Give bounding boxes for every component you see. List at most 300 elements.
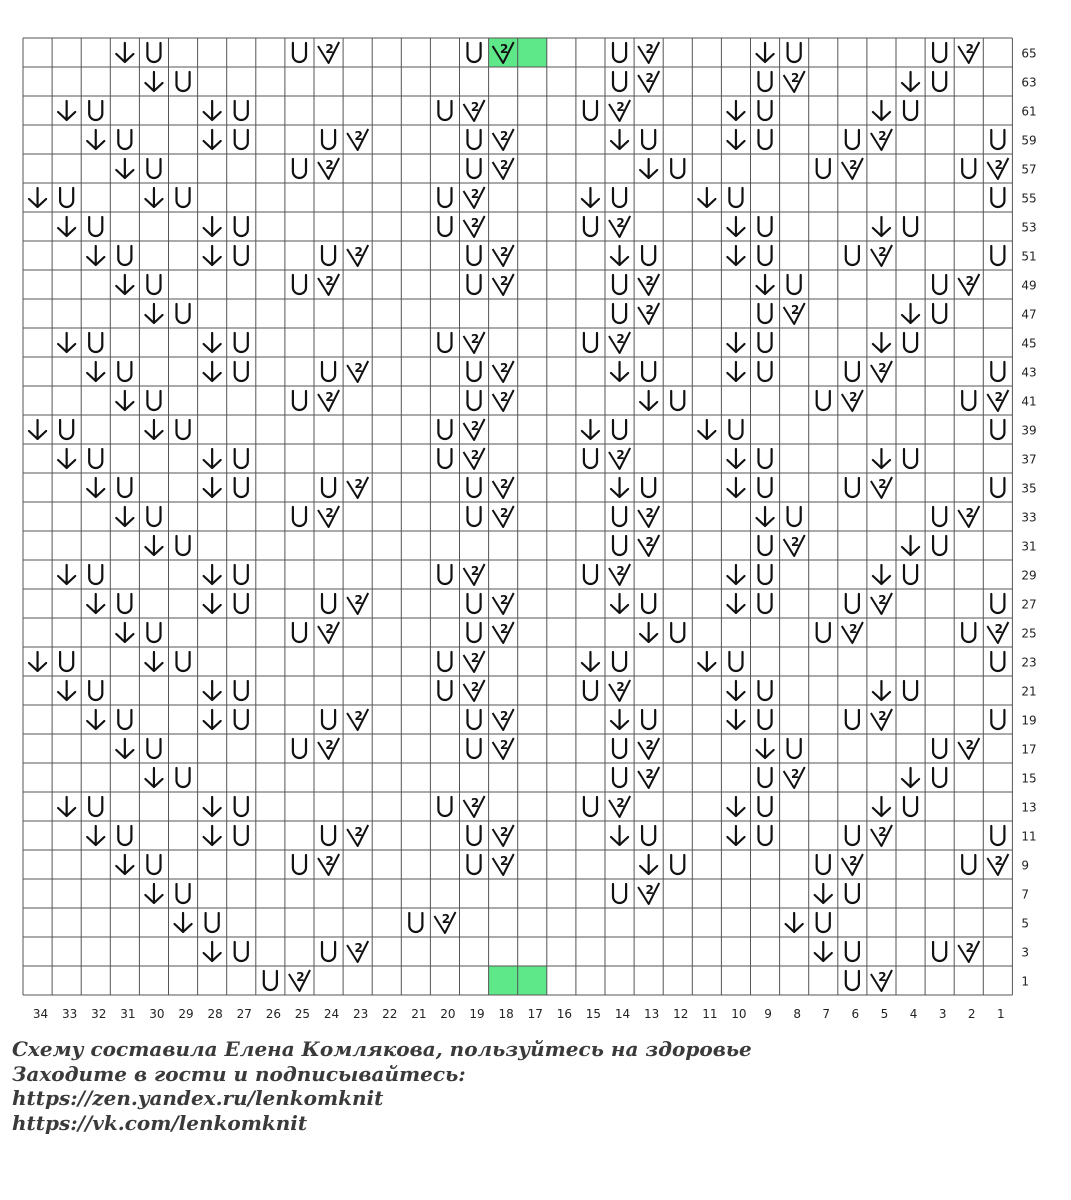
yarn-over-stitch-icon: [759, 710, 772, 729]
yarn-over-stitch-icon: [991, 188, 1004, 207]
svg-text:2: 2: [645, 883, 654, 897]
column-number-label: 5: [880, 1007, 889, 1021]
column-number-label: 17: [527, 1007, 543, 1021]
arrow-down-stitch-icon: [58, 681, 75, 700]
arrow-down-stitch-icon: [582, 420, 599, 439]
yarn-over-stitch-icon: [788, 507, 801, 526]
yarn-over-stitch-icon: [759, 72, 772, 91]
yarn-over-stitch-icon: [584, 449, 597, 468]
yarn-over-stitch-icon: [89, 101, 102, 120]
v-two-stitch-decrease-icon: [987, 854, 1008, 875]
v-two-stitch-decrease-icon: [493, 593, 514, 614]
svg-text:2: 2: [849, 158, 858, 172]
v-two-stitch-decrease-icon: [347, 825, 368, 846]
arrow-down-stitch-icon: [204, 710, 221, 729]
yarn-over-stitch-icon: [147, 275, 160, 294]
column-number-label: 21: [411, 1007, 427, 1021]
v-two-stitch-decrease-icon: [347, 129, 368, 150]
svg-text:2: 2: [878, 245, 887, 259]
yarn-over-stitch-icon: [235, 594, 248, 613]
svg-text:2: 2: [354, 245, 363, 259]
yarn-over-stitch-icon: [147, 855, 160, 874]
svg-text:2: 2: [994, 622, 1004, 636]
row-number-label: 21: [1021, 684, 1037, 699]
arrow-down-stitch-icon: [116, 391, 133, 410]
v-two-stitch-decrease-icon: [842, 390, 863, 411]
yarn-over-stitch-icon: [759, 768, 772, 787]
yarn-over-stitch-icon: [933, 536, 946, 555]
svg-text:2: 2: [470, 332, 480, 346]
v-two-stitch-decrease-icon: [347, 593, 368, 614]
svg-text:2: 2: [470, 448, 480, 462]
v-two-stitch-decrease-icon: [464, 680, 485, 701]
yarn-over-stitch-icon: [759, 681, 772, 700]
column-number-label: 27: [236, 1007, 252, 1021]
yarn-over-stitch-icon: [904, 797, 917, 816]
arrow-down-stitch-icon: [58, 217, 75, 236]
yarn-over-stitch-icon: [759, 826, 772, 845]
svg-text:2: 2: [441, 912, 451, 926]
arrow-down-stitch-icon: [204, 478, 221, 497]
v-two-stitch-decrease-icon: [638, 738, 659, 759]
yarn-over-stitch-icon: [642, 246, 655, 265]
yarn-over-stitch-icon: [468, 594, 481, 613]
yarn-over-stitch-icon: [438, 565, 451, 584]
yarn-over-stitch-icon: [89, 565, 102, 584]
yarn-over-stitch-icon: [438, 420, 451, 439]
arrow-down-stitch-icon: [873, 681, 890, 700]
yarn-over-stitch-icon: [642, 710, 655, 729]
arrow-down-stitch-icon: [727, 594, 744, 613]
column-number-label: 13: [644, 1007, 660, 1021]
yarn-over-stitch-icon: [89, 217, 102, 236]
row-number-label: 13: [1021, 800, 1037, 815]
yarn-over-stitch-icon: [817, 391, 830, 410]
arrow-down-stitch-icon: [87, 478, 104, 497]
arrow-down-stitch-icon: [727, 246, 744, 265]
v-two-stitch-decrease-icon: [958, 42, 979, 63]
yarn-over-stitch-icon: [468, 826, 481, 845]
arrow-down-stitch-icon: [204, 246, 221, 265]
svg-text:2: 2: [499, 738, 509, 752]
v-two-stitch-decrease-icon: [638, 274, 659, 295]
yarn-over-stitch-icon: [729, 188, 742, 207]
column-number-label: 4: [909, 1007, 918, 1021]
arrow-down-stitch-icon: [58, 449, 75, 468]
yarn-over-stitch-icon: [468, 623, 481, 642]
row-number-label: 3: [1021, 945, 1030, 960]
v-two-stitch-decrease-icon: [464, 448, 485, 469]
yarn-over-stitch-icon: [584, 797, 597, 816]
svg-text:2: 2: [645, 71, 654, 85]
yarn-over-stitch-icon: [293, 623, 306, 642]
yarn-over-stitch-icon: [613, 43, 626, 62]
row-number-label: 29: [1021, 568, 1037, 583]
arrow-down-stitch-icon: [204, 217, 221, 236]
row-number-label: 55: [1021, 191, 1037, 206]
row-number-label: 49: [1021, 278, 1037, 293]
svg-text:2: 2: [325, 506, 334, 520]
yarn-over-stitch-icon: [933, 275, 946, 294]
yarn-over-stitch-icon: [991, 478, 1004, 497]
svg-text:2: 2: [499, 245, 509, 259]
yarn-over-stitch-icon: [759, 333, 772, 352]
arrow-down-stitch-icon: [87, 130, 104, 149]
yarn-over-stitch-icon: [759, 536, 772, 555]
arrow-down-stitch-icon: [640, 391, 657, 410]
v-two-stitch-decrease-icon: [347, 477, 368, 498]
arrow-down-stitch-icon: [727, 101, 744, 120]
column-number-label: 34: [32, 1007, 49, 1021]
arrow-down-stitch-icon: [87, 246, 104, 265]
yarn-over-stitch-icon: [613, 768, 626, 787]
svg-text:2: 2: [470, 187, 480, 201]
v-two-stitch-decrease-icon: [464, 332, 485, 353]
svg-text:2: 2: [296, 970, 305, 984]
yarn-over-stitch-icon: [322, 130, 335, 149]
svg-text:2: 2: [616, 796, 625, 810]
yarn-over-stitch-icon: [846, 710, 859, 729]
highlight-cell: [489, 966, 518, 995]
arrow-down-stitch-icon: [87, 594, 104, 613]
v-two-stitch-decrease-icon: [464, 564, 485, 585]
arrow-down-stitch-icon: [29, 652, 46, 671]
arrow-down-stitch-icon: [727, 130, 744, 149]
yarn-over-stitch-icon: [468, 130, 481, 149]
row-number-labels: [1021, 47, 1036, 989]
column-number-label: 9: [764, 1007, 772, 1021]
v-two-stitch-decrease-icon: [987, 158, 1008, 179]
arrow-down-stitch-icon: [204, 333, 221, 352]
yarn-over-stitch-icon: [322, 942, 335, 961]
row-number-label: 7: [1021, 887, 1030, 902]
arrow-down-stitch-icon: [786, 913, 803, 932]
arrow-down-stitch-icon: [87, 710, 104, 729]
arrow-down-stitch-icon: [727, 449, 744, 468]
v-two-stitch-decrease-icon: [609, 100, 630, 121]
svg-text:2: 2: [878, 593, 887, 607]
row-number-label: 59: [1021, 133, 1037, 148]
v-two-stitch-decrease-icon: [464, 419, 485, 440]
v-two-stitch-decrease-icon: [464, 100, 485, 121]
yarn-over-stitch-icon: [759, 130, 772, 149]
svg-text:2: 2: [499, 129, 509, 143]
arrow-down-stitch-icon: [902, 536, 919, 555]
column-number-label: 14: [614, 1007, 631, 1021]
yarn-over-stitch-icon: [293, 159, 306, 178]
svg-text:2: 2: [878, 970, 887, 984]
v-two-stitch-decrease-icon: [464, 651, 485, 672]
v-two-stitch-decrease-icon: [871, 129, 892, 150]
v-two-stitch-decrease-icon: [638, 883, 659, 904]
yarn-over-stitch-icon: [438, 681, 451, 700]
yarn-over-stitch-icon: [147, 739, 160, 758]
v-two-stitch-decrease-icon: [493, 709, 514, 730]
yarn-over-stitch-icon: [788, 43, 801, 62]
yarn-over-stitch-icon: [962, 855, 975, 874]
v-two-stitch-decrease-icon: [609, 796, 630, 817]
arrow-down-stitch-icon: [611, 710, 628, 729]
svg-text:2: 2: [499, 274, 509, 288]
yarn-over-stitch-icon: [177, 768, 190, 787]
v-two-stitch-decrease-icon: [493, 158, 514, 179]
yarn-over-stitch-icon: [991, 246, 1004, 265]
credit-zen-link[interactable]: https://zen.yandex.ru/lenkomknit: [12, 1086, 384, 1110]
yarn-over-stitch-icon: [468, 507, 481, 526]
arrow-down-stitch-icon: [116, 623, 133, 642]
yarn-over-stitch-icon: [759, 449, 772, 468]
arrow-down-stitch-icon: [727, 710, 744, 729]
yarn-over-stitch-icon: [729, 420, 742, 439]
v-two-stitch-decrease-icon: [638, 71, 659, 92]
v-two-stitch-decrease-icon: [493, 825, 514, 846]
v-two-stitch-decrease-icon: [784, 303, 805, 324]
yarn-over-stitch-icon: [235, 565, 248, 584]
v-two-stitch-decrease-icon: [318, 390, 339, 411]
yarn-over-stitch-icon: [438, 217, 451, 236]
arrow-down-stitch-icon: [145, 768, 162, 787]
arrow-down-stitch-icon: [611, 362, 628, 381]
yarn-over-stitch-icon: [147, 159, 160, 178]
arrow-down-stitch-icon: [873, 797, 890, 816]
v-two-stitch-decrease-icon: [958, 941, 979, 962]
arrow-down-stitch-icon: [757, 739, 774, 758]
v-two-stitch-decrease-icon: [784, 535, 805, 556]
yarn-over-stitch-icon: [759, 101, 772, 120]
svg-text:2: 2: [849, 390, 858, 404]
yarn-over-stitch-icon: [817, 855, 830, 874]
arrow-down-stitch-icon: [204, 362, 221, 381]
yarn-over-stitch-icon: [613, 304, 626, 323]
yarn-over-stitch-icon: [118, 594, 131, 613]
v-two-stitch-decrease-icon: [638, 506, 659, 527]
credit-author: Схему составила Елена Комлякова, пользуйтесь на здоровье: [12, 1037, 752, 1061]
v-two-stitch-decrease-icon: [871, 477, 892, 498]
v-two-stitch-decrease-icon: [958, 506, 979, 527]
yarn-over-stitch-icon: [235, 449, 248, 468]
yarn-over-stitch-icon: [729, 652, 742, 671]
yarn-over-stitch-icon: [846, 942, 859, 961]
arrow-down-stitch-icon: [698, 420, 715, 439]
svg-text:2: 2: [325, 158, 334, 172]
yarn-over-stitch-icon: [118, 130, 131, 149]
yarn-over-stitch-icon: [642, 594, 655, 613]
svg-text:2: 2: [325, 854, 334, 868]
column-number-label: 1: [997, 1007, 1005, 1021]
row-number-label: 41: [1021, 394, 1037, 409]
arrow-down-stitch-icon: [902, 768, 919, 787]
yarn-over-stitch-icon: [322, 594, 335, 613]
yarn-over-stitch-icon: [293, 855, 306, 874]
yarn-over-stitch-icon: [584, 681, 597, 700]
column-number-label: 28: [207, 1007, 223, 1021]
v-two-stitch-decrease-icon: [493, 390, 514, 411]
arrow-down-stitch-icon: [902, 304, 919, 323]
arrow-down-stitch-icon: [145, 884, 162, 903]
arrow-down-stitch-icon: [873, 333, 890, 352]
row-number-label: 23: [1021, 655, 1037, 670]
svg-text:2: 2: [325, 274, 334, 288]
svg-text:2: 2: [645, 303, 654, 317]
svg-text:2: 2: [994, 854, 1004, 868]
arrow-down-stitch-icon: [611, 246, 628, 265]
yarn-over-stitch-icon: [235, 130, 248, 149]
row-number-label: 31: [1021, 539, 1037, 554]
yarn-over-stitch-icon: [118, 710, 131, 729]
yarn-over-stitch-icon: [118, 246, 131, 265]
yarn-over-stitch-icon: [468, 855, 481, 874]
yarn-over-stitch-icon: [991, 420, 1004, 439]
yarn-over-stitch-icon: [759, 797, 772, 816]
yarn-over-stitch-icon: [642, 362, 655, 381]
yarn-over-stitch-icon: [933, 942, 946, 961]
column-number-label: 6: [851, 1007, 860, 1021]
svg-text:2: 2: [499, 361, 509, 375]
yarn-over-stitch-icon: [177, 188, 190, 207]
yarn-over-stitch-icon: [671, 623, 684, 642]
v-two-stitch-decrease-icon: [609, 564, 630, 585]
column-number-label: 20: [440, 1007, 456, 1021]
row-number-label: 63: [1021, 75, 1037, 90]
svg-text:2: 2: [499, 477, 509, 491]
row-number-label: 39: [1021, 423, 1037, 438]
yarn-over-stitch-icon: [904, 101, 917, 120]
row-number-label: 19: [1021, 713, 1037, 728]
yarn-over-stitch-icon: [991, 362, 1004, 381]
v-two-stitch-decrease-icon: [347, 709, 368, 730]
svg-text:2: 2: [878, 361, 887, 375]
yarn-over-stitch-icon: [293, 391, 306, 410]
yarn-over-stitch-icon: [991, 710, 1004, 729]
row-number-label: 37: [1021, 452, 1037, 467]
yarn-over-stitch-icon: [613, 739, 626, 758]
yarn-over-stitch-icon: [846, 130, 859, 149]
yarn-over-stitch-icon: [991, 652, 1004, 671]
row-number-label: 15: [1021, 771, 1037, 786]
arrow-down-stitch-icon: [204, 565, 221, 584]
v-two-stitch-decrease-icon: [493, 738, 514, 759]
v-two-stitch-decrease-icon: [493, 129, 514, 150]
column-number-label: 2: [967, 1007, 976, 1021]
credit-vk-link[interactable]: https://vk.com/lenkomknit: [12, 1110, 308, 1135]
yarn-over-stitch-icon: [235, 942, 248, 961]
arrow-down-stitch-icon: [204, 449, 221, 468]
svg-text:2: 2: [616, 564, 625, 578]
yarn-over-stitch-icon: [846, 884, 859, 903]
v-two-stitch-decrease-icon: [958, 274, 979, 295]
yarn-over-stitch-icon: [933, 43, 946, 62]
yarn-over-stitch-icon: [584, 101, 597, 120]
arrow-down-stitch-icon: [87, 826, 104, 845]
yarn-over-stitch-icon: [264, 971, 277, 990]
yarn-over-stitch-icon: [177, 72, 190, 91]
arrow-down-stitch-icon: [116, 855, 133, 874]
v-two-stitch-decrease-icon: [493, 854, 514, 875]
column-number-label: 11: [702, 1007, 718, 1021]
v-two-stitch-decrease-icon: [987, 390, 1008, 411]
arrow-down-stitch-icon: [116, 159, 133, 178]
arrow-down-stitch-icon: [204, 130, 221, 149]
column-number-label: 33: [62, 1007, 78, 1021]
yarn-over-stitch-icon: [118, 362, 131, 381]
arrow-down-stitch-icon: [204, 594, 221, 613]
v-two-stitch-decrease-icon: [347, 361, 368, 382]
column-number-label: 16: [556, 1007, 572, 1021]
v-two-stitch-decrease-icon: [318, 738, 339, 759]
yarn-over-stitch-icon: [642, 478, 655, 497]
svg-text:2: 2: [325, 622, 334, 636]
arrow-down-stitch-icon: [727, 478, 744, 497]
svg-text:2: 2: [878, 709, 887, 723]
svg-text:2: 2: [470, 680, 480, 694]
yarn-over-stitch-icon: [60, 652, 73, 671]
svg-text:2: 2: [354, 129, 363, 143]
svg-text:2: 2: [499, 709, 509, 723]
yarn-over-stitch-icon: [788, 739, 801, 758]
yarn-over-stitch-icon: [147, 623, 160, 642]
yarn-over-stitch-icon: [671, 159, 684, 178]
yarn-over-stitch-icon: [60, 420, 73, 439]
yarn-over-stitch-icon: [904, 565, 917, 584]
arrow-down-stitch-icon: [116, 43, 133, 62]
svg-text:2: 2: [790, 535, 800, 549]
arrow-down-stitch-icon: [611, 478, 628, 497]
yarn-over-stitch-icon: [933, 72, 946, 91]
yarn-over-stitch-icon: [962, 391, 975, 410]
v-two-stitch-decrease-icon: [842, 622, 863, 643]
yarn-over-stitch-icon: [846, 826, 859, 845]
arrow-down-stitch-icon: [727, 797, 744, 816]
yarn-over-stitch-icon: [235, 362, 248, 381]
yarn-over-stitch-icon: [60, 188, 73, 207]
arrow-down-stitch-icon: [757, 43, 774, 62]
yarn-over-stitch-icon: [933, 304, 946, 323]
arrow-down-stitch-icon: [145, 536, 162, 555]
yarn-over-stitch-icon: [322, 478, 335, 497]
v-two-stitch-decrease-icon: [638, 303, 659, 324]
row-number-label: 33: [1021, 510, 1037, 525]
svg-text:2: 2: [325, 42, 334, 56]
v-two-stitch-decrease-icon: [987, 622, 1008, 643]
v-two-stitch-decrease-icon: [638, 535, 659, 556]
column-number-label: 30: [149, 1007, 165, 1021]
yarn-over-stitch-icon: [671, 855, 684, 874]
v-two-stitch-decrease-icon: [784, 71, 805, 92]
arrow-down-stitch-icon: [757, 275, 774, 294]
v-two-stitch-decrease-icon: [638, 767, 659, 788]
v-two-stitch-decrease-icon: [318, 506, 339, 527]
column-number-label: 15: [585, 1007, 602, 1021]
yarn-over-stitch-icon: [468, 478, 481, 497]
arrow-down-stitch-icon: [815, 942, 832, 961]
v-two-stitch-decrease-icon: [609, 448, 630, 469]
v-two-stitch-decrease-icon: [289, 970, 310, 991]
yarn-over-stitch-icon: [147, 43, 160, 62]
row-number-label: 43: [1021, 365, 1037, 380]
svg-text:2: 2: [499, 854, 509, 868]
yarn-over-stitch-icon: [147, 507, 160, 526]
svg-text:2: 2: [499, 158, 509, 172]
svg-text:2: 2: [470, 216, 480, 230]
v-two-stitch-decrease-icon: [871, 361, 892, 382]
yarn-over-stitch-icon: [846, 594, 859, 613]
arrow-down-stitch-icon: [87, 362, 104, 381]
svg-text:2: 2: [645, 506, 654, 520]
row-number-label: 17: [1021, 742, 1037, 757]
row-number-label: 61: [1021, 104, 1037, 119]
yarn-over-stitch-icon: [468, 362, 481, 381]
svg-text:2: 2: [965, 941, 974, 955]
